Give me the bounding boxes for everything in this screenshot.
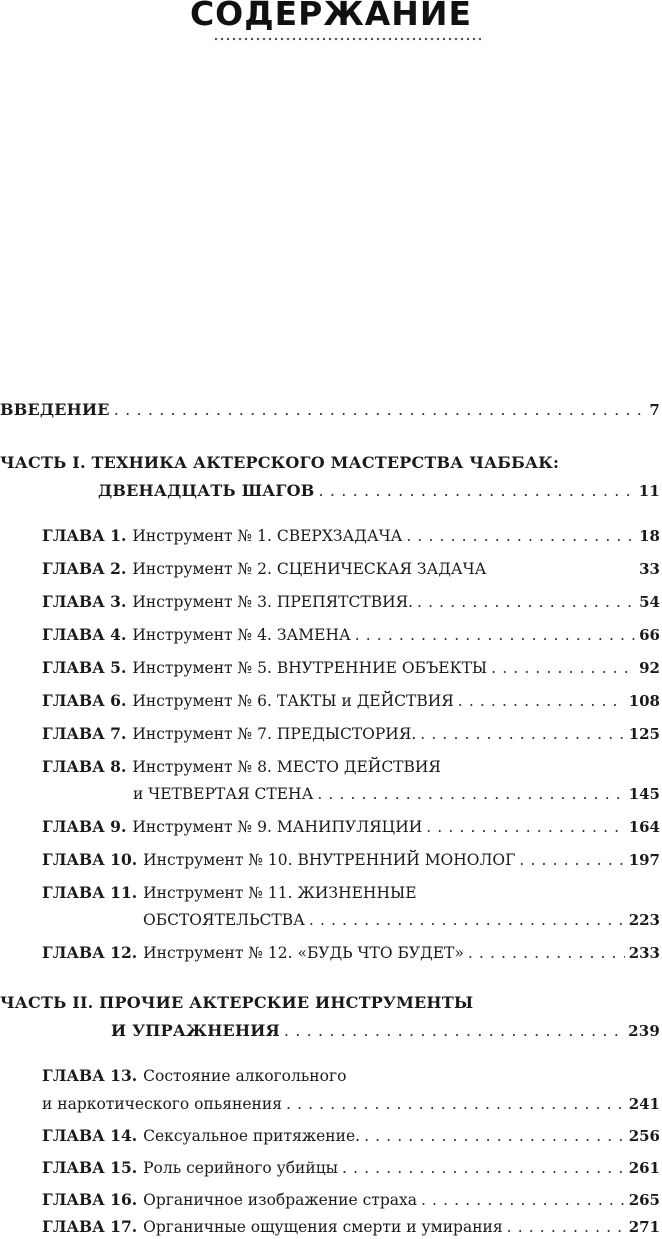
dot-leader — [507, 1215, 625, 1239]
toc-page-number: 108 — [628, 692, 660, 710]
toc-page-number: 33 — [639, 560, 660, 578]
chapter-title: Инструмент № 2. СЦЕНИЧЕСКАЯ ЗАДАЧА — [132, 560, 487, 578]
toc-page-number: 265 — [628, 1191, 660, 1209]
chapter-label: ГЛАВА 12. — [42, 943, 138, 962]
chapter-title: Инструмент № 12. «БУДЬ ЧТО БУДЕТ» — [143, 944, 464, 962]
toc-page-number: 11 — [638, 482, 660, 500]
toc-page-number: 164 — [628, 818, 660, 836]
toc-chapter-11-line2[interactable] — [0, 908, 662, 932]
toc-page-number: 233 — [628, 944, 660, 962]
dot-leader — [284, 1019, 624, 1043]
toc-page-number: 54 — [639, 593, 660, 611]
toc-part2-line1[interactable] — [0, 991, 662, 1015]
chapter-title: Инструмент № 9. МАНИПУЛЯЦИИ — [132, 818, 423, 836]
chapter-title-continued: и наркотического опьянения — [42, 1095, 283, 1113]
dot-leader — [491, 656, 635, 680]
chapter-title: Органичные ощущения смерти и умирания — [143, 1218, 503, 1236]
toc-page-number: 66 — [639, 626, 660, 644]
toc-chapter-6[interactable] — [0, 689, 662, 713]
chapter-label: ГЛАВА 13. — [42, 1066, 138, 1085]
chapter-label: ГЛАВА 6. — [42, 691, 127, 710]
toc-part1-title: ЧАСТЬ I. ТЕХНИКА АКТЕРСКОГО МАСТЕРСТВА ЧАББАК: — [0, 453, 560, 472]
toc-part2-line2[interactable] — [0, 1019, 662, 1043]
dot-leader — [420, 722, 624, 746]
chapter-title: Инструмент № 10. ВНУТРЕННИЙ МОНОЛОГ — [143, 851, 516, 869]
toc-page-number: 145 — [628, 785, 660, 803]
chapter-title: Инструмент № 7. ПРЕДЫСТОРИЯ. — [132, 725, 417, 743]
toc-part2-title: ЧАСТЬ II. ПРОЧИЕ АКТЕРСКИЕ ИНСТРУМЕНТЫ — [0, 993, 474, 1012]
toc-chapter-17[interactable] — [0, 1215, 662, 1239]
chapter-label: ГЛАВА 2. — [42, 559, 127, 578]
toc-page-number: 223 — [628, 911, 660, 929]
toc-part1-subtitle: ДВЕНАДЦАТЬ ШАГОВ — [98, 481, 315, 500]
chapter-title: Инструмент № 11. ЖИЗНЕННЫЕ — [143, 884, 417, 902]
chapter-label: ГЛАВА 5. — [42, 658, 127, 677]
dot-leader — [519, 848, 624, 872]
toc-chapter-9[interactable] — [0, 815, 662, 839]
chapter-label: ГЛАВА 14. — [42, 1126, 138, 1145]
toc-part1-line2[interactable] — [0, 479, 662, 503]
dot-leader — [364, 1124, 625, 1148]
toc-chapter-8-line1[interactable] — [0, 755, 662, 779]
dot-leader — [458, 689, 625, 713]
toc-page-number: 239 — [628, 1022, 660, 1040]
dot-leader — [406, 524, 635, 548]
toc-chapter-13-line1[interactable] — [0, 1064, 662, 1088]
chapter-label: ГЛАВА 3. — [42, 592, 127, 611]
dot-leader — [468, 941, 625, 965]
toc-chapter-15[interactable] — [0, 1156, 662, 1180]
toc-chapter-14[interactable] — [0, 1124, 662, 1148]
chapter-label: ГЛАВА 7. — [42, 724, 127, 743]
toc-chapter-1[interactable] — [0, 524, 662, 548]
toc-chapter-7[interactable] — [0, 722, 662, 746]
chapter-label: ГЛАВА 4. — [42, 625, 127, 644]
chapter-title: Инструмент № 4. ЗАМЕНА — [132, 626, 351, 644]
toc-page-number: 125 — [628, 725, 660, 743]
page-title: СОДЕРЖАНИЕ — [189, 0, 473, 33]
toc-chapter-3[interactable] — [0, 590, 662, 614]
chapter-label: ГЛАВА 17. — [42, 1217, 138, 1236]
toc-part2-subtitle: И УПРАЖНЕНИЯ — [111, 1021, 280, 1040]
toc-chapter-8-line2[interactable] — [0, 782, 662, 806]
chapter-label: ГЛАВА 11. — [42, 883, 138, 902]
chapter-title: Сексуальное притяжение. — [143, 1127, 361, 1145]
toc-part1-line1[interactable] — [0, 451, 662, 475]
toc-chapter-2[interactable] — [0, 557, 662, 581]
chapter-label: ГЛАВА 16. — [42, 1190, 138, 1209]
toc-entry-intro[interactable] — [0, 398, 662, 422]
chapter-label: ГЛАВА 1. — [42, 526, 127, 545]
dot-leader — [421, 1188, 625, 1212]
toc-page-number: 261 — [628, 1159, 660, 1177]
chapter-label: ГЛАВА 10. — [42, 850, 138, 869]
toc-chapter-4[interactable] — [0, 623, 662, 647]
toc-page-number: 256 — [628, 1127, 660, 1145]
dot-leader — [114, 398, 646, 422]
chapter-title: Инструмент № 5. ВНУТРЕННИЕ ОБЪЕКТЫ — [132, 659, 488, 677]
chapter-title: Органичное изображение страха — [143, 1191, 417, 1209]
toc-page-number: 92 — [639, 659, 660, 677]
chapter-title: Инструмент № 6. ТАКТЫ и ДЕЙСТВИЯ — [132, 692, 454, 710]
chapter-title: Инструмент № 1. СВЕРХЗАДАЧА — [132, 527, 403, 545]
toc-page-number: 7 — [649, 401, 660, 419]
toc-page-number: 18 — [639, 527, 660, 545]
chapter-title: Инструмент № 3. ПРЕПЯТСТВИЯ. — [132, 593, 414, 611]
toc-chapter-16[interactable] — [0, 1188, 662, 1212]
dot-leader — [286, 1092, 625, 1116]
dot-leader — [319, 479, 635, 503]
dot-leader — [426, 815, 624, 839]
toc-chapter-11-line1[interactable] — [0, 881, 662, 905]
chapter-title-continued: и ЧЕТВЕРТАЯ СТЕНА — [133, 785, 314, 803]
dot-leader — [309, 908, 625, 932]
dot-leader — [417, 590, 635, 614]
toc-chapter-13-line2[interactable] — [0, 1092, 662, 1116]
toc-chapter-12[interactable] — [0, 941, 662, 965]
title-dotted-rule — [213, 36, 481, 42]
toc-chapter-10[interactable] — [0, 848, 662, 872]
chapter-title: Инструмент № 8. МЕСТО ДЕЙСТВИЯ — [132, 758, 441, 776]
chapter-label: ГЛАВА 15. — [42, 1158, 138, 1177]
toc-chapter-5[interactable] — [0, 656, 662, 680]
chapter-label: ГЛАВА 8. — [42, 757, 127, 776]
dot-leader — [317, 782, 624, 806]
toc-page-number: 241 — [628, 1095, 660, 1113]
toc-intro-title: ВВЕДЕНИЕ — [0, 400, 110, 419]
dot-leader — [342, 1156, 625, 1180]
toc-page-number: 197 — [628, 851, 660, 869]
chapter-title-continued: ОБСТОЯТЕЛЬСТВА — [143, 911, 305, 929]
chapter-label: ГЛАВА 9. — [42, 817, 127, 836]
chapter-title: Состояние алкогольного — [143, 1067, 347, 1085]
dot-leader — [355, 623, 635, 647]
chapter-title: Роль серийного убийцы — [143, 1159, 338, 1177]
toc-page-number: 271 — [628, 1218, 660, 1236]
